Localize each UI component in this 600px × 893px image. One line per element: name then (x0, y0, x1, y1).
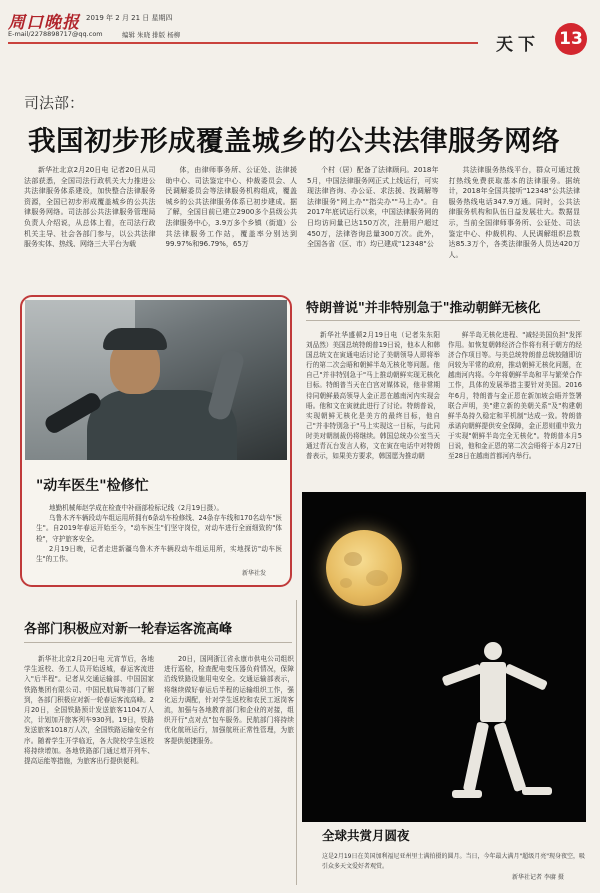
feature-box (20, 295, 292, 587)
story3-divider (24, 642, 292, 643)
story3-column: 新华社北京2月20日电 元宵节后，各地学生返校、务工人员开始返城，春运客流进入"后半程"。记者从交通运输部、中国国家铁路集团有限公司、中国民航局等部门了解到，各部门积极应对新一轮春运客流高峰。2月20日，全国铁路预计发送旅客1104万人次，计划加开旅客列车930列。19日，铁路发送旅客1018万人次，全国铁路运输安全有序。随着学生开学临近，各大院校学生返校将持续增加。各地铁路部门通过增开列车、提高运能等措施，为旅客出行提供便利。 (24, 655, 154, 766)
moon-title: 全球共赏月圆夜 (322, 828, 410, 843)
masthead-logo: 周口晚报 (8, 13, 80, 33)
moon-photo (302, 492, 586, 822)
story2-body (306, 330, 582, 478)
column-divider (296, 600, 297, 885)
sculpture-silhouette (422, 642, 572, 822)
story3-headline: 各部门积极应对新一轮春运客流高峰 (24, 622, 233, 637)
lead-column: 体，由律师事务所、公证处、法律援助中心、司法鉴定中心、仲裁委员会、人民调解委员会等法律服务机构组成，覆盖城乡的公共法律服务体系已初步建成。据了解，全国目前已建立2900多个县级公共法律服务中心，3.9万多个乡镇（街道）公共法律服务工作站，覆盖率分别达到99.97%和96.79%，65万 (165, 166, 297, 249)
lead-column: 个村（居）配备了法律顾问。2018年5月，中国法律服务网正式上线运行，可实现法律咨询、办公证、求法援、找调解等法律服务"网上办""指尖办""马上办"。自2017年底试运行以来，中国法律服务网的日均访问量已达150万次，注册用户超过450万，法律咨询总量300万次。此外，全国各省（区、市）均已建成"12348"公 (307, 166, 439, 249)
story2-headline: 特朗普说"并非特别急于"推动朝鲜无核化 (306, 301, 541, 316)
feature-paragraph: 2月19日晚，记者走进新疆乌鲁木齐车辆段动车组运用所，实地探访"动车医生"的工作。 (36, 544, 282, 564)
contact-email: E-mail/2278898717@qq.com (8, 30, 103, 38)
issue-date: 2019 年 2 月 21 日 星期四 (86, 14, 173, 22)
feature-byline: 新华社发 (242, 570, 267, 577)
moon-byline: 新华社记者 李赓 摄 (512, 874, 564, 881)
feature-title: "动车医生"检修忙 (36, 478, 149, 494)
story2-column: 新华社华盛顿2月19日电（记者朱东阳 刘品然）美国总统特朗普19日说，他本人和韩国总统文在寅通电话讨论了美朝领导人即将举行的第二次会晤和朝鲜半岛无核化等问题。他自己"并非特别急于"马上推动朝鲜实现无核化目标。特朗普当天在白宫对媒体说，他非常期待同朝鲜最高领导人金正恩在越南河内实现会晤。他和文在寅就此进行了讨论。特朗普说，实现朝鲜无核化是美方的最终目标，他自己"并非特别急于"马上实现这一目标，与此同时美对朝制裁仍将继续。韩国总统办公室当天通过青瓦台发言人称，文在寅在电话中对特朗普表示，如果美方要求，韩国愿为推动朝 (306, 331, 440, 461)
header-divider (8, 42, 478, 44)
story3-column: 20日，国网浙江省永康市供电公司组织进行巡检，检查配电变压器负荷情况，保障沿线铁路设施用电安全。交通运输部表示，将继续做好春运后半程的运输组织工作，强化运力调配，针对学生返校和农民工返岗客流，加强与各地教育部门和企业的对接，组织开行"点对点"包车服务。民航部门将持续优化航班运行，加强航班正常性管理，为旅客提供便捷服务。 (164, 655, 294, 745)
full-moon (326, 530, 402, 606)
lead-headline: 我国初步形成覆盖城乡的公共法律服务网络 (28, 125, 560, 157)
moon-caption: 这是2月19日在美国加利福尼亚州里士满拍摄的圆月。当日，今年最大满月"超级月亮"现身夜空，吸引众多天文爱好者观赏。 (322, 853, 585, 870)
train-mechanic-photo (25, 300, 287, 460)
lead-article-body (24, 165, 580, 273)
lead-kicker: 司法部： (24, 94, 85, 112)
feature-text (36, 503, 282, 564)
editor-credits: 编辑 朱晓 排版 杨柳 (122, 31, 181, 39)
section-title: 天下 (496, 35, 540, 55)
page-number-badge: 13 (555, 23, 587, 55)
story2-column: 鲜半岛无核化进程、"减轻美国负担"发挥作用。如恢复朝韩经济合作将有利于朝方的经济合作项目等。与美总统特朗普总统较随即访问较为平常的政府，推动朝鲜无核化问题，在越南河内将。今年将朝鲜半岛和平与繁荣合作工作，具体的发展举措主要针对美国。2016年6月，特朗普与金正恩在新加坡会晤并签署联合声明，美"建立新的美朝关系"及"构建朝鲜半岛持久稳定和平机制"达成一致。特朗普承诺向朝鲜提供安全保障，金正恩则重申致力于实现"朝鲜半岛完全无核化"。特朗普本月5日说，他和金正恩的第二次会晤将于本月27日至28日在越南首都河内举行。 (448, 331, 582, 461)
feature-caption: 地勤机械师赵学成在检查中补画部检标记线（2月19日摄）。 (49, 504, 224, 512)
feature-paragraph: 乌鲁木齐车辆段动车组运用所拥有6条动车检修线、24条存车线和170名动车"医生"。自2019年春运开始至今，"动车医生"们坚守岗位，对动车进行全面细致的"体检"，守护旅客安全。 (36, 514, 282, 543)
story2-divider (306, 320, 580, 321)
lead-column: 共法律服务热线平台，群众可通过拨打热线免费获取基本的法律服务。据统计，2018年全国共接听"12348"公共法律服务热线电话347.9万通。同时，公共法律服务机构和队伍日益发展壮大。数据显示，当前全国律师事务所、公证处、司法鉴定中心、仲裁机构、人民调解组织总数达85.3万个，各类法律服务人员达420万人。 (448, 166, 580, 259)
lead-column: 新华社北京2月20日电 记者20日从司法部获悉，全国司法行政机关大力推进公共法律服务体系建设，加快整合法律服务资源，全国已初步形成覆盖城乡的公共法律服务网络。司法部公共法律服务管理局负责人介绍说，从总体上看，在司法行政机关主导、社会各部门参与，以公共法律服务实体、热线、网络三大平台为载 (24, 166, 156, 249)
story3-body (24, 654, 294, 886)
